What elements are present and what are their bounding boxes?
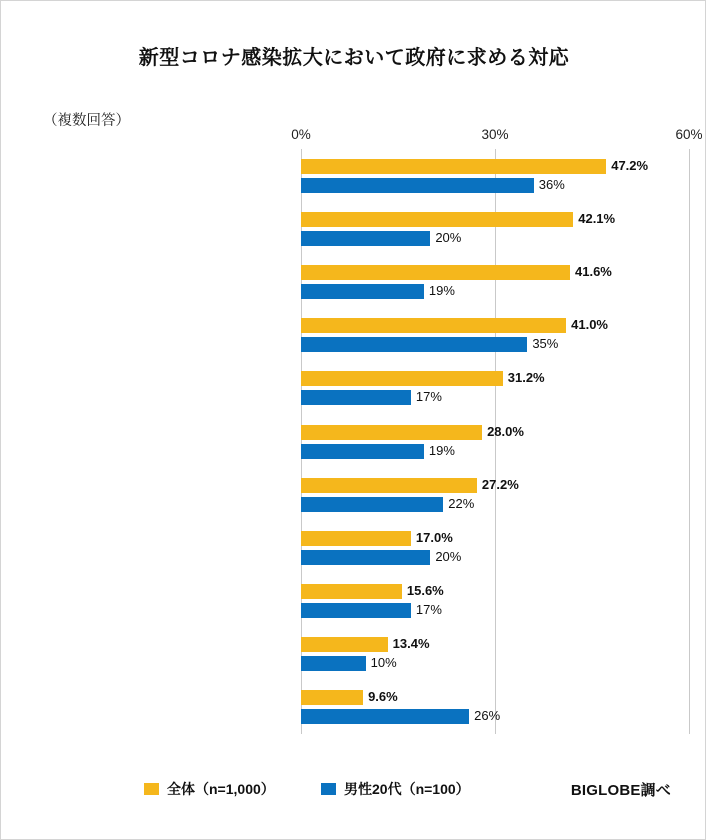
bar-value-label: 20% — [435, 548, 462, 564]
bar — [301, 390, 411, 405]
bar-value-label: 19% — [428, 442, 455, 458]
bar-value-label: 27.2% — [481, 476, 519, 492]
bar — [301, 603, 411, 618]
bar-value-label: 26% — [474, 708, 501, 724]
gridline-60% — [689, 149, 690, 734]
bar-value-label: 20% — [435, 229, 462, 245]
bar — [301, 497, 443, 512]
bar — [301, 656, 366, 671]
bar — [301, 231, 430, 246]
plot-area — [291, 127, 703, 734]
legend-item[interactable] — [144, 779, 275, 799]
bar-value-label: 17% — [415, 389, 442, 405]
bar-value-label: 36% — [538, 176, 565, 192]
bar-value-label: 42.1% — [578, 210, 616, 226]
bar — [301, 284, 424, 299]
chart-title: 新型コロナ感染拡大において政府に求める対応 — [138, 47, 570, 69]
legend-item[interactable] — [321, 779, 470, 799]
bar — [301, 531, 411, 546]
bar — [301, 265, 570, 280]
bar — [301, 178, 534, 193]
bar-value-label: 17% — [415, 602, 442, 618]
bar-value-label: 35% — [532, 336, 559, 352]
bar — [301, 478, 477, 493]
bar-value-label: 28.0% — [487, 423, 524, 439]
x-axis-tick-label: 60% — [675, 127, 703, 142]
bar-value-label: 41.6% — [575, 263, 612, 279]
bar-value-label: 17.0% — [415, 529, 453, 545]
bar — [301, 425, 482, 440]
bar-value-label: 41.0% — [571, 317, 608, 333]
bar — [301, 709, 469, 724]
bar-value-label: 22% — [448, 495, 475, 511]
bar — [301, 637, 388, 652]
gridline-30% — [495, 149, 496, 734]
bar — [301, 444, 424, 459]
legend-label: 男性20代（n=100） — [344, 781, 470, 797]
bar-value-label: 31.2% — [507, 370, 545, 386]
chart-subtitle: （複数回答） — [43, 113, 130, 129]
bar-value-label: 47.2% — [611, 157, 649, 173]
bar-value-label: 19% — [428, 282, 455, 298]
legend-label: 全体（n=1,000） — [167, 781, 275, 797]
bar — [301, 212, 573, 227]
bar — [301, 159, 606, 174]
x-axis-tick-label: 0% — [291, 127, 311, 142]
legend-swatch-icon — [144, 783, 159, 795]
bar — [301, 584, 402, 599]
bar-value-label: 13.4% — [392, 636, 430, 652]
chart-credit: BIGLOBE調べ — [570, 782, 671, 799]
bar-value-label: 9.6% — [368, 689, 398, 705]
bar-value-label: 10% — [370, 655, 397, 671]
legend-swatch-icon — [321, 783, 336, 795]
bar — [301, 690, 363, 705]
x-axis-tick-label: 30% — [481, 127, 509, 142]
bar — [301, 318, 566, 333]
bar — [301, 550, 430, 565]
bar — [301, 337, 527, 352]
bar-value-label: 15.6% — [406, 583, 444, 599]
bar — [301, 371, 503, 386]
